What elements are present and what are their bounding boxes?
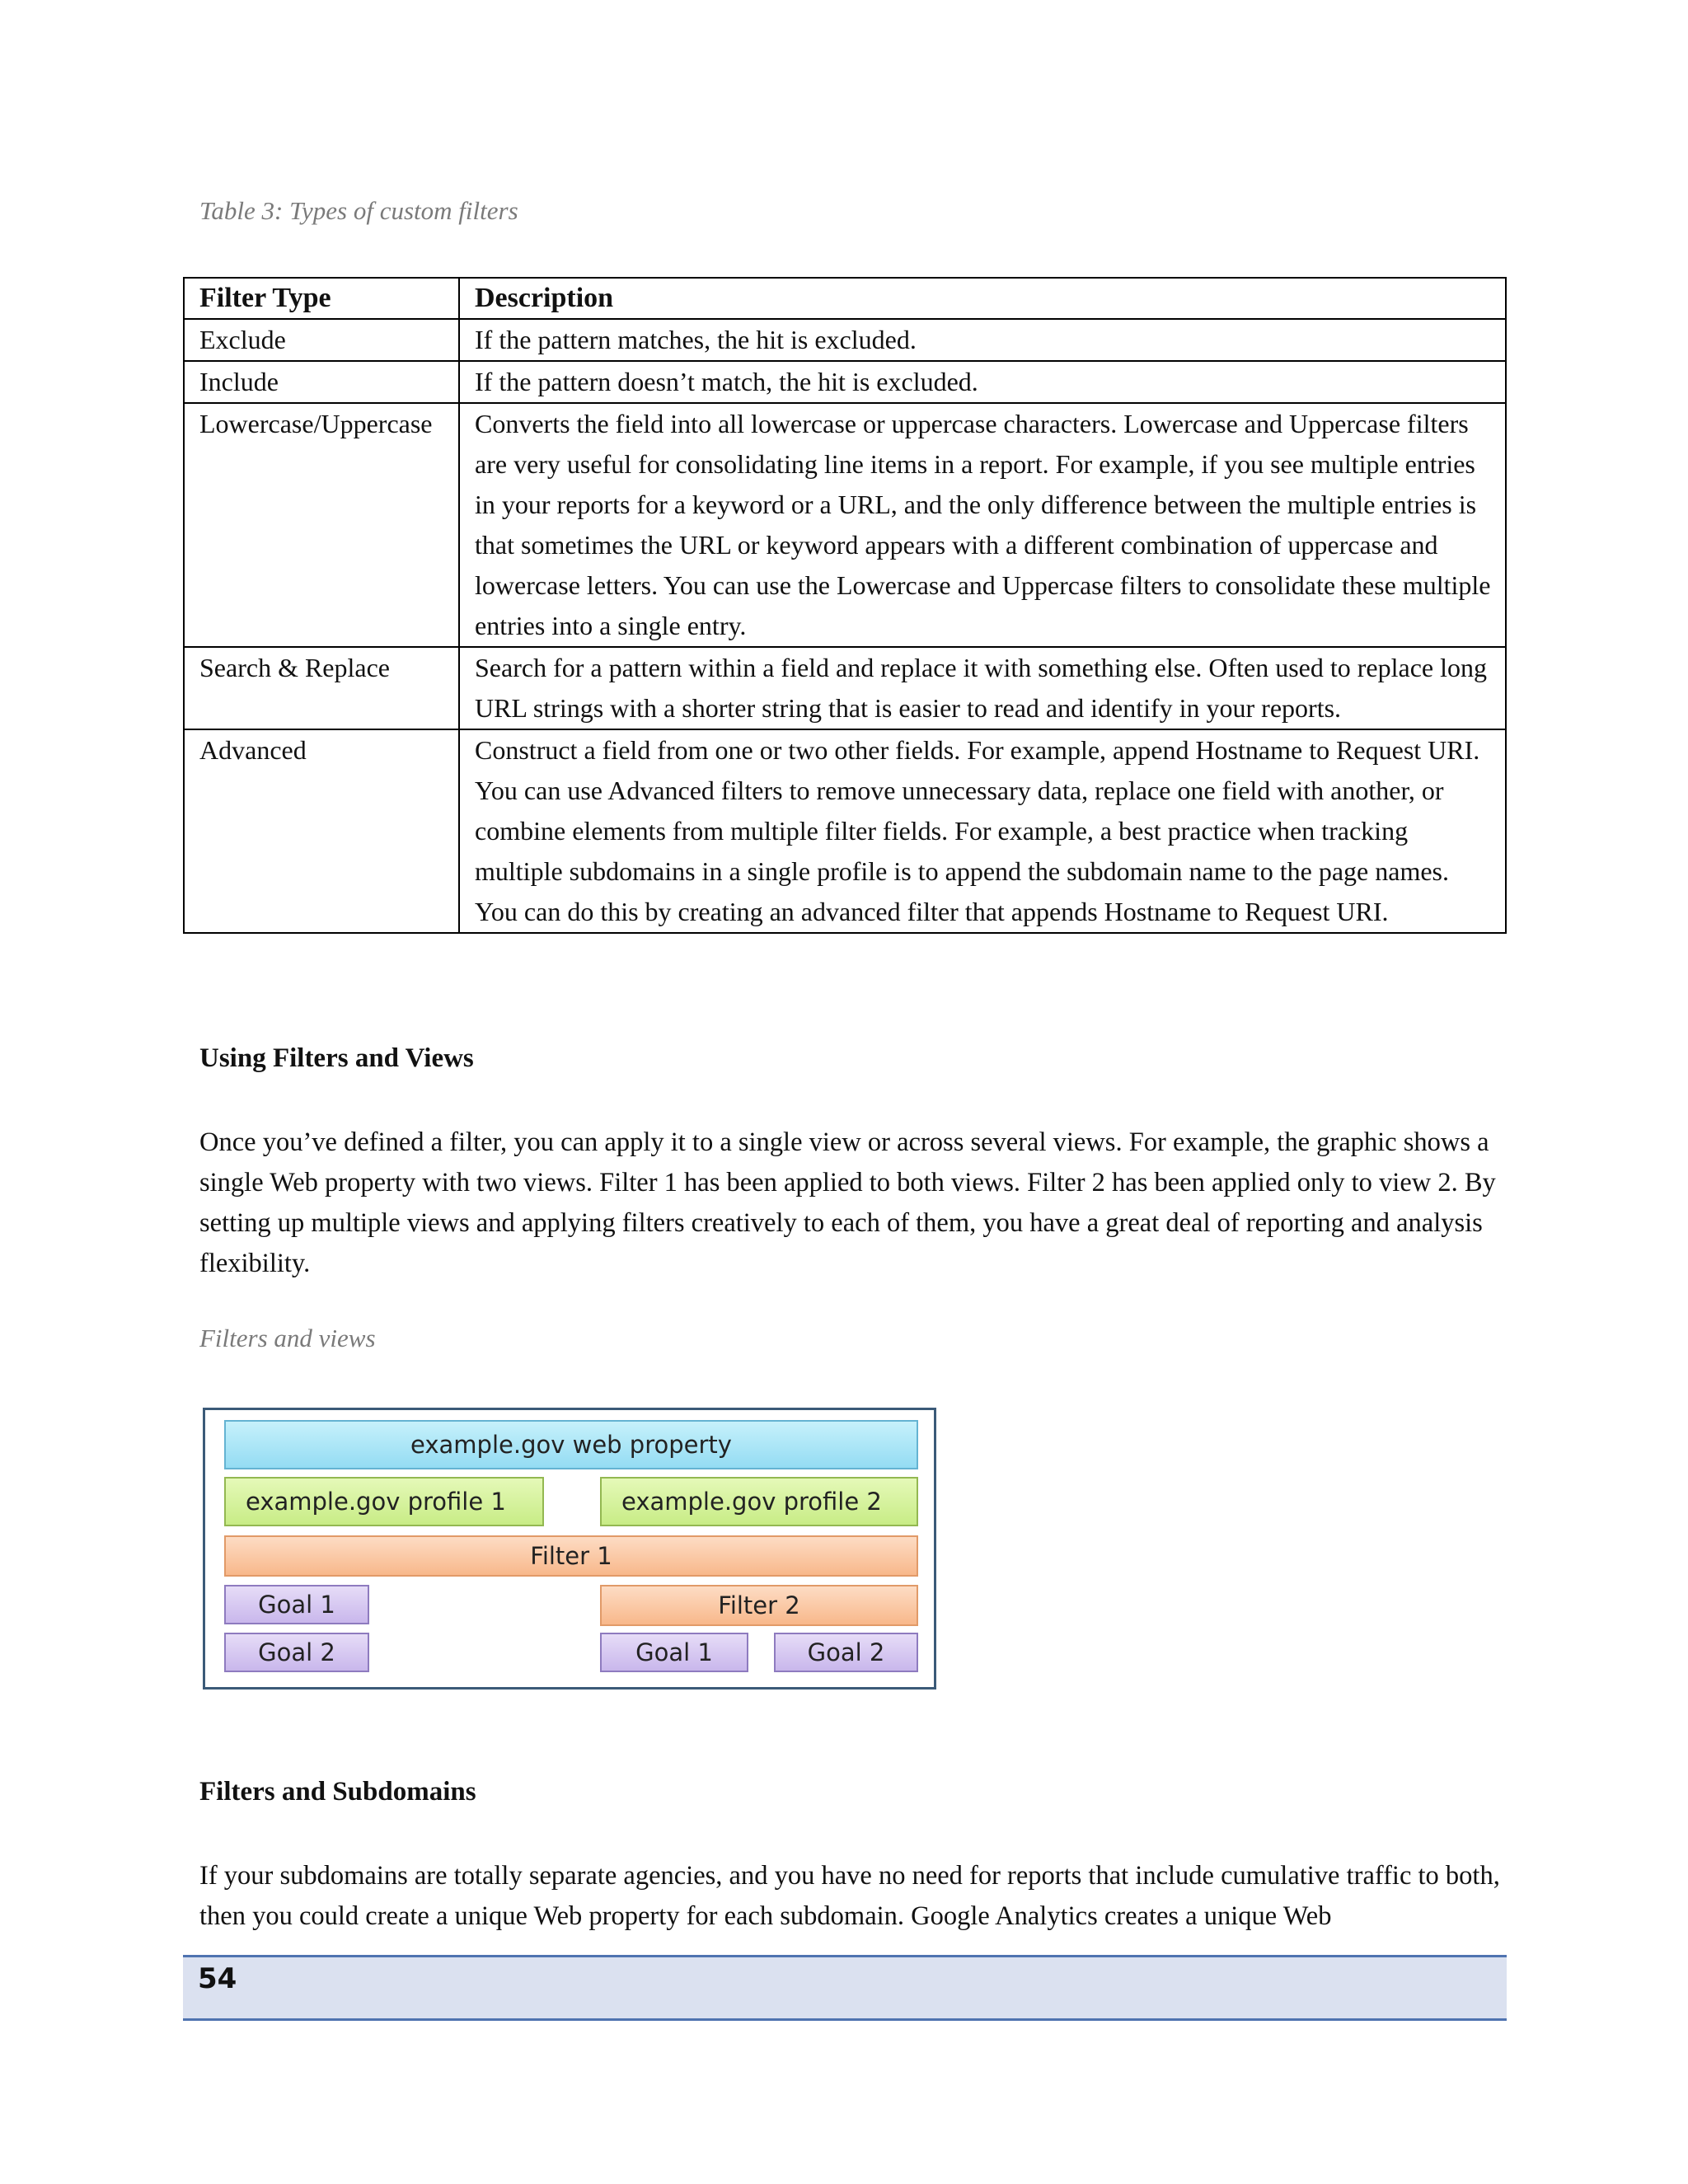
table-row bbox=[184, 319, 1506, 361]
section-heading-filters-subdomains: Filters and Subdomains bbox=[199, 1777, 476, 1807]
description-cell: Converts the field into all lowercase or uppercase characters. Lowercase and Uppercase filters are very useful for consolidating line items in a report. For example, if you see multiple entries in your reports for a keyword or a URL, and the only difference between the multiple entries is that sometimes the URL or keyword appears with a different combination of uppercase and lowercase letters. You can use the Lowercase and Uppercase filters to consolidate these multiple entries into a single entry. bbox=[459, 403, 1506, 647]
table-header-row bbox=[184, 278, 1506, 319]
filter-type-cell: Exclude bbox=[184, 319, 459, 361]
filters-views-diagram bbox=[203, 1408, 936, 1690]
filter-type-cell: Advanced bbox=[184, 729, 459, 933]
filter-type-cell: Search & Replace bbox=[184, 647, 459, 729]
diagram-caption: Filters and views bbox=[199, 1324, 376, 1352]
table-row bbox=[184, 729, 1506, 933]
description-cell: If the pattern matches, the hit is excluded. bbox=[459, 319, 1506, 361]
profile-1-box: example.gov profile 1 bbox=[224, 1477, 544, 1526]
description-cell: Construct a field from one or two other fields. For example, append Hostname to Request URI. You can use Advanced filters to remove unnecessary data, replace one field with another, or combine elements from multiple filter fields. For example, a best practice when tracking multiple subdomains in a single profile is to append the subdomain name to the page names. You can do this by creating an advanced filter that appends Hostname to Request URI. bbox=[459, 729, 1506, 933]
profile-2-box: example.gov profile 2 bbox=[600, 1477, 918, 1526]
page-footer bbox=[183, 1955, 1507, 2021]
header-filter-type: Filter Type bbox=[184, 278, 459, 319]
description-cell: If the pattern doesn’t match, the hit is excluded. bbox=[459, 361, 1506, 403]
table-caption: Table 3: Types of custom filters bbox=[199, 196, 518, 225]
paragraph-filters-views: Once you’ve defined a filter, you can apply it to a single view or across several views. For example, the graphic shows a single Web property with two views. Filter 1 has been applied to both views. Filter 2 has been applied only to view 2. By setting up multiple views and applying filters creatively to each of them, you have a great deal of reporting and analysis flexibility. bbox=[199, 1127, 1496, 1278]
web-property-box: example.gov web property bbox=[224, 1420, 918, 1469]
filter-types-table bbox=[183, 277, 1507, 934]
profile-1-goal-2-box: Goal 2 bbox=[224, 1633, 369, 1672]
filter-type-cell: Include bbox=[184, 361, 459, 403]
description-cell: Search for a pattern within a field and replace it with something else. Often used to replace long URL strings with a shorter string that is easier to read and identify in your reports. bbox=[459, 647, 1506, 729]
paragraph-filters-subdomains: If your subdomains are totally separate agencies, and you have no need for reports that include cumulative traffic to both, then you could create a unique Web property for each subdomain. Google Analytics creates a unique Web bbox=[199, 1861, 1500, 1931]
section-heading-filters-views: Using Filters and Views bbox=[199, 1043, 474, 1073]
page-number: 54 bbox=[198, 1962, 237, 1995]
table-row bbox=[184, 361, 1506, 403]
table-row bbox=[184, 647, 1506, 729]
filter-type-cell: Lowercase/Uppercase bbox=[184, 403, 459, 647]
profile-2-goal-2-box: Goal 2 bbox=[774, 1633, 918, 1672]
filter-2-box: Filter 2 bbox=[600, 1585, 918, 1626]
profile-2-goal-1-box: Goal 1 bbox=[600, 1633, 748, 1672]
profile-1-goal-1-box: Goal 1 bbox=[224, 1585, 369, 1624]
filter-1-box: Filter 1 bbox=[224, 1535, 918, 1577]
header-description: Description bbox=[459, 278, 1506, 319]
table-row bbox=[184, 403, 1506, 647]
